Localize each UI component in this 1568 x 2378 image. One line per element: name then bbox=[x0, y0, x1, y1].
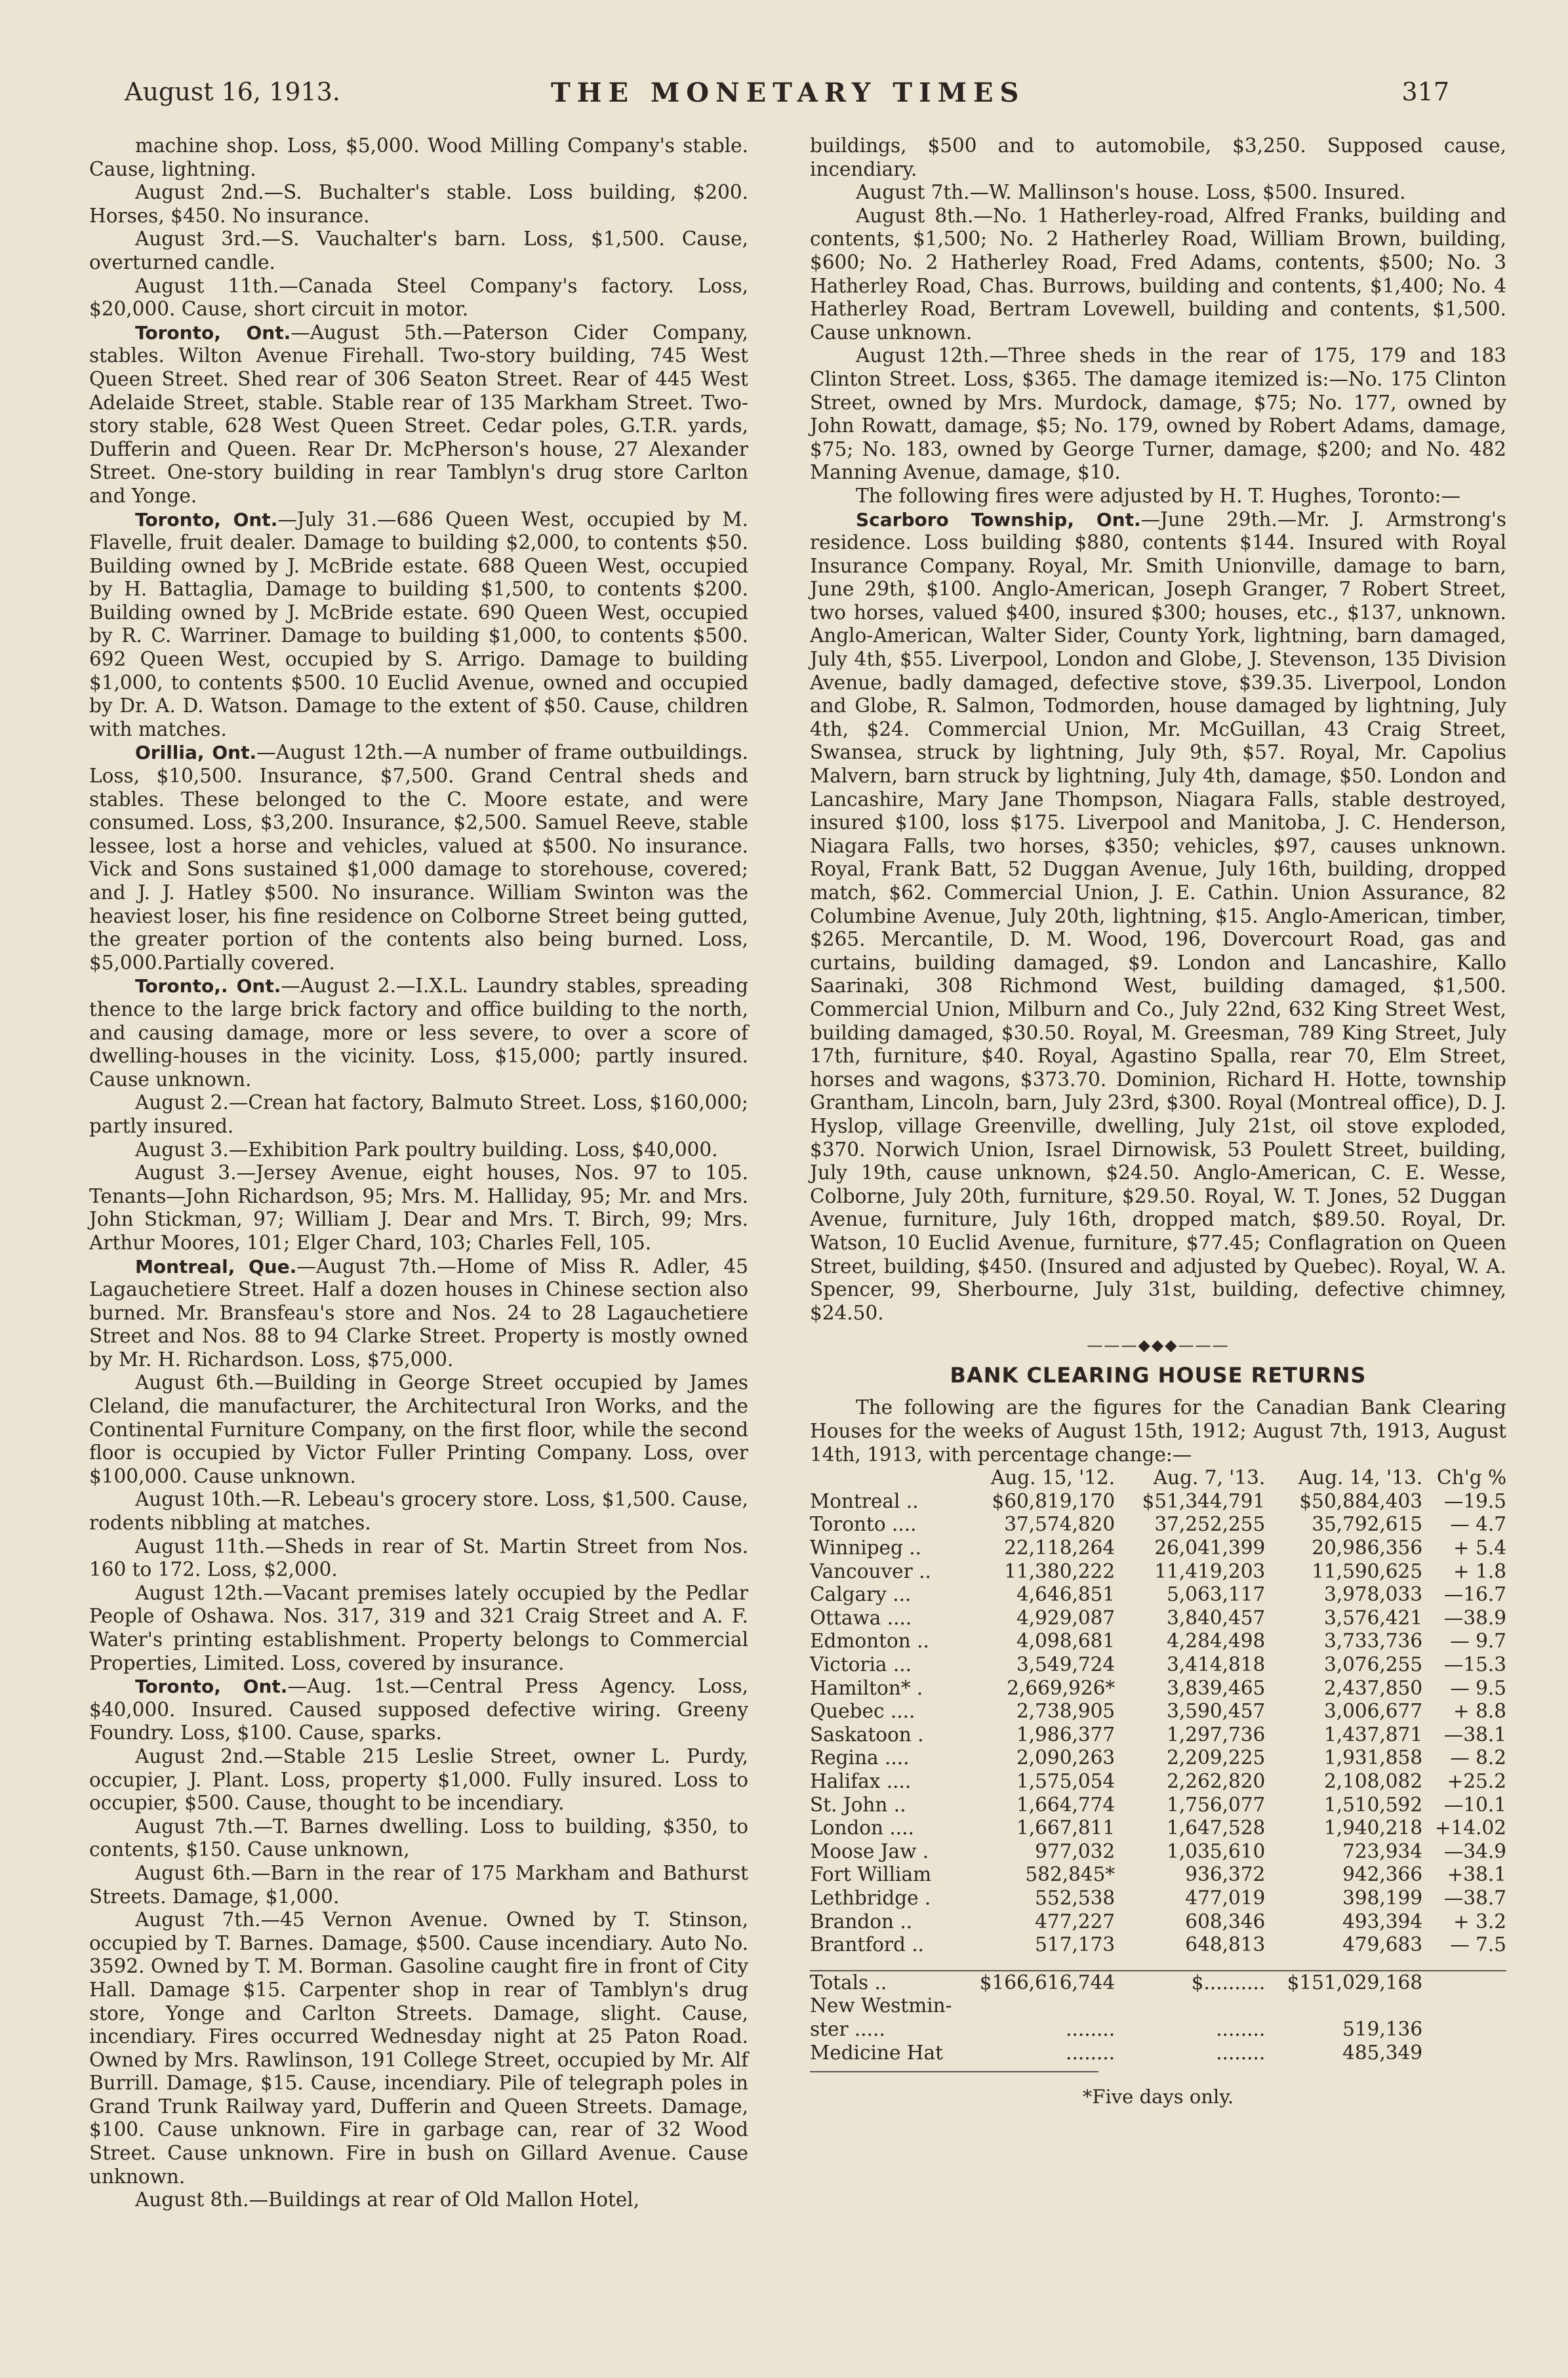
fire-report-paragraph bbox=[89, 1675, 748, 1745]
fire-report-paragraph bbox=[810, 181, 1506, 205]
value-cell: —16.7 bbox=[1443, 1583, 1506, 1606]
fire-report-paragraph bbox=[89, 275, 748, 321]
value-cell: 977,032 bbox=[1035, 1840, 1116, 1863]
city-cell: Victoria ... bbox=[810, 1653, 912, 1676]
value-cell: — 9.5 bbox=[1450, 1676, 1506, 1699]
fire-report-paragraph bbox=[89, 134, 748, 181]
value-cell: 936,372 bbox=[1185, 1863, 1266, 1886]
fire-report-paragraph bbox=[810, 344, 1506, 485]
value-cell: + 8.8 bbox=[1453, 1700, 1506, 1723]
page-header bbox=[125, 77, 1449, 117]
fire-report-paragraph bbox=[810, 485, 1506, 508]
value-cell: 3,006,677 bbox=[1323, 1700, 1423, 1723]
issue-date: August 16, 1913. bbox=[125, 77, 340, 106]
value-cell: 1,510,592 bbox=[1323, 1793, 1423, 1816]
value-cell: 479,683 bbox=[1342, 1933, 1423, 1956]
paragraph-text: August 12th.—Vacant premises lately occupied by the Pedlar People of Oshawa. Nos. 317, 319 and 321 Craig Street and A. F. Water's printing establishment. Property belongs to Commercial Properties, Limited. Loss, covered by insurance. bbox=[89, 1581, 748, 1674]
value-cell: 3,839,465 bbox=[1167, 1676, 1266, 1699]
fire-report-paragraph bbox=[89, 1255, 748, 1372]
value-cell: + 3.2 bbox=[1453, 1910, 1506, 1933]
paragraph-text: August 3.—Jersey Avenue, eight houses, Nos. 97 to 105. Tenants—John Richardson, 95; Mrs. M. Halliday, 95; Mr. and Mrs. John Stickman, 97; William J. Dear and Mrs. T. Birch, 99; Mrs. Arthur Moores, 101; Elger Chard, 103; Charles Fell, 105. bbox=[89, 1161, 748, 1254]
value-cell bbox=[1422, 1971, 1506, 1995]
clearing-table bbox=[810, 1466, 1506, 2065]
paragraph-text: The following fires were adjusted by H. T. Hughes, Toronto:— bbox=[856, 484, 1461, 507]
value-cell: 1,297,736 bbox=[1167, 1723, 1266, 1746]
city-cell: Lethbridge . bbox=[810, 1886, 931, 1909]
fire-report-paragraph bbox=[89, 1488, 748, 1535]
fire-report-paragraph bbox=[810, 134, 1506, 181]
paragraph-text: August 11th.—Sheds in rear of St. Martin Street from Nos. 160 to 172. Loss, $2,000. bbox=[89, 1535, 748, 1581]
city-cell: Calgary ... bbox=[810, 1583, 912, 1606]
value-cell: 4,646,851 bbox=[1016, 1583, 1116, 1606]
place-heading: Toronto, Ont. bbox=[135, 321, 291, 344]
value-cell: 11,380,222 bbox=[1004, 1560, 1116, 1582]
fire-report-paragraph bbox=[89, 1091, 748, 1138]
value-cell: 35,792,615 bbox=[1312, 1513, 1423, 1536]
city-cell: Fort William bbox=[810, 1863, 932, 1886]
value-cell: 5,063,117 bbox=[1167, 1583, 1266, 1606]
footnote-rule bbox=[810, 2071, 1098, 2072]
value-cell bbox=[1422, 1994, 1506, 2018]
city-cell: Winnipeg .. bbox=[810, 1537, 922, 1560]
col-header-city bbox=[810, 1466, 971, 1490]
paragraph-text: August 7th.—45 Vernon Avenue. Owned by T. Stinson, occupied by T. Barnes. Damage, $500. Cause incendiary. Auto No. 3592. Owned by T. M. Borman. Gasoline caught fire in front of City Hall. Damage $15. Carpenter shop in rear of Tamblyn's drug store, Yonge and Carlton Streets. Damage, slight. Cause, incendiary. Fires occurred Wednesday night at 25 Paton Road. Owned by Mrs. Rawlinson, 191 College Street, occupied by Mr. Alf Burrill. Damage, $15. Cause, incendiary. Pile of telegraph poles in Grand Trunk Railway yard, Dufferin and Queen Streets. Damage, $100. Cause unknown. Fire in garbage can, rear of 32 Wood Street. Cause unknown. Fire in bush on Gillard Avenue. Cause unknown. bbox=[89, 1908, 748, 2188]
paragraph-text: —July 31.—686 Queen West, occupied by M. Flavelle, fruit dealer. Damage to building $2,000, to contents $50. Building owned by J. McBride estate. 688 Queen West, occupied by H. Battaglia, Damage to building $1,500, to contents $200. Building owned by J. McBride estate. 690 Queen West, occupied by R. C. Warriner. Damage to building $1,000, to contents $500. 692 Queen West, occupied by S. Arrigo. Damage to building $1,000, to contents $500. 10 Euclid Avenue, owned and occupied by Dr. A. D. Watson. Damage to the extent of $50. Cause, children with matches. bbox=[89, 508, 748, 740]
paragraph-text: August 3rd.—S. Vauchalter's barn. Loss, $1,500. Cause, overturned candle. bbox=[89, 228, 748, 273]
value-cell: 398,199 bbox=[1342, 1886, 1423, 1909]
value-cell: +25.2 bbox=[1447, 1769, 1506, 1792]
publication-title: THE MONETARY TIMES bbox=[551, 77, 1026, 108]
value-cell: 4,284,498 bbox=[1167, 1630, 1266, 1653]
fire-report-paragraph bbox=[89, 2188, 748, 2212]
value-cell: 1,931,858 bbox=[1323, 1746, 1423, 1769]
clearing-row bbox=[810, 1537, 1506, 1560]
fire-report-paragraph bbox=[89, 1535, 748, 1582]
value-cell: 493,394 bbox=[1342, 1910, 1423, 1933]
fire-report-paragraph bbox=[89, 1161, 748, 1255]
fire-report-paragraph bbox=[89, 1815, 748, 1862]
city-cell: Quebec .... bbox=[810, 1700, 915, 1723]
clearing-row bbox=[810, 1490, 1506, 1514]
value-cell: 2,669,926* bbox=[1007, 1676, 1116, 1699]
fire-report-paragraph bbox=[89, 1862, 748, 1908]
value-cell: — 7.5 bbox=[1450, 1933, 1506, 1956]
value-cell: — 4.7 bbox=[1450, 1513, 1506, 1536]
value-cell bbox=[1422, 2042, 1506, 2065]
value-cell: 1,667,811 bbox=[1016, 1817, 1116, 1840]
value-cell: $51,344,791 bbox=[1142, 1489, 1266, 1512]
clearing-intro: The following are the figures for the Canadian Bank Clearing Houses for the weeks of August 15th, 1912; August 7th, 1913, August 14th, 1913, with percentage change:— bbox=[810, 1396, 1506, 1466]
clearing-row bbox=[810, 1700, 1506, 1723]
value-cell: 1,986,377 bbox=[1016, 1723, 1116, 1746]
place-heading: Montreal, Que. bbox=[135, 1255, 297, 1278]
clearing-heading: BANK CLEARING HOUSE RETURNS bbox=[950, 1362, 1367, 1388]
city-cell: Saskatoon . bbox=[810, 1723, 924, 1746]
clearing-row bbox=[810, 1887, 1506, 1910]
city-cell: Edmonton .. bbox=[810, 1630, 929, 1653]
value-cell: 477,019 bbox=[1185, 1886, 1266, 1909]
value-cell: 608,346 bbox=[1185, 1910, 1266, 1933]
value-cell: 517,173 bbox=[1035, 1933, 1116, 1956]
clearing-row bbox=[810, 1817, 1506, 1840]
fire-report-paragraph bbox=[89, 508, 748, 742]
value-cell: + 5.4 bbox=[1453, 1537, 1506, 1560]
page-number: 317 bbox=[1401, 77, 1449, 106]
value-cell: 20,986,356 bbox=[1312, 1537, 1423, 1560]
clearing-header-row bbox=[810, 1466, 1506, 1490]
paragraph-text: August 7th.—T. Barnes dwelling. Loss to building, $350, to contents, $150. Cause unknown, bbox=[89, 1815, 748, 1861]
paragraph-text: —June 29th.—Mr. J. Armstrong's residence. Loss building $880, contents $144. Insured with Royal Insurance Company. Royal, Mr. Smith Unionville, damage to barn, June 29th, $100. Anglo-American, Joseph Granger, 7 Robert Street, two horses, valued $400, insured $300; houses, etc., $137, unknown. Anglo-American, Walter Sider, County York, lightning, barn damaged, July 4th, $55. Liverpool, London and Globe, J. Stevenson, 135 Division Avenue, badly damaged, defective stove, $39.35. Liverpool, London and Globe, R. Salmon, Todmorden, house damaged by lightning, July 4th, $24. Commercial Union, Mr. McGuillan, 43 Craig Street, Swansea, struck by lightning, July 9th, $57. Royal, Mr. Capolius Malvern, barn struck by lightning, July 4th, damage, $50. London and Lancashire, Mary Jane Thompson, Niagara Falls, stable destroyed, insured $100, loss $175. Liverpool and Manitoba, J. C. Henderson, Niagara Falls, two horses, $350; vehicles, $97, causes unknown. Royal, Frank Batt, 52 Duggan Avenue, July 16th, building, dropped match, $62. Commercial Union, J. E. Cathin. Union Assurance, 82 Columbine Avenue, July 20th, lightning, $15. Anglo-American, timber, $265. Mercantile, D. M. Wood, 196, Dovercourt Road, gas and curtains, building damaged, $9. London and Lancashire, Kallo Saarinaki, 308 Richmond West, building damaged, $1,500. Commercial Union, Milburn and Co., July 22nd, 632 King Street West, building damaged, $30.50. Royal, M. Greesman, 789 King Street, July 17th, furniture, $40. Royal, Agastino Spalla, rear 70, Elm Street, horses and wagons, $373.70. Dominion, Richard H. Hotte, township Grantham, Lincoln, barn, July 23rd, $300. Royal (Montreal office), D. J. Hyslop, village Greenville, dwelling, July 21st, oil stove exploded, $370. Norwich Union, Israel Dirnowisk, 53 Poulett Street, building, July 19th, cause unknown, $24.50. Anglo-American, C. E. Wesse, Colborne, July 20th, furniture, $29.50. Royal, W. T. Jones, 52 Duggan Avenue, furniture, July 16th, dropped match, $89.50. Royal, Dr. Watson, 10 Euclid Avenue, furniture, $77.45; Conflagration on Queen Street, building, $450. (Insured and adjusted by Quebec). Royal, W. A. Spencer, 99, Sherbourne, July 31st, building, defective chimney, $24.50. bbox=[810, 508, 1506, 1324]
left-column bbox=[89, 134, 748, 2212]
fire-report-paragraph bbox=[89, 1139, 748, 1162]
paragraph-text: —Aug. 1st.—Central Press Agency. Loss, $40,000. Insured. Caused supposed defective wiring. Greeny Foundry. Loss, $100. Cause, sparks. bbox=[89, 1675, 748, 1744]
clearing-row bbox=[810, 1630, 1506, 1653]
city-cell: Halifax .... bbox=[810, 1769, 912, 1792]
fire-report-paragraph bbox=[89, 741, 748, 975]
paragraph-text: buildings, $500 and to automobile, $3,250. Supposed cause, incendiary. bbox=[810, 134, 1506, 180]
city-cell: London .... bbox=[810, 1817, 914, 1840]
value-cell: 2,209,225 bbox=[1167, 1746, 1266, 1769]
value-cell: 4,929,087 bbox=[1016, 1606, 1116, 1629]
place-heading: Toronto, Ont. bbox=[135, 508, 278, 531]
clearing-row bbox=[810, 1933, 1506, 1957]
city-cell: Medicine Hat bbox=[810, 2041, 943, 2064]
clearing-row bbox=[810, 1653, 1506, 1677]
value-cell: 11,419,203 bbox=[1154, 1560, 1266, 1582]
value-cell: $166,616,744 bbox=[971, 1971, 1115, 1995]
value-cell bbox=[971, 1994, 1115, 2018]
value-cell: $.......... bbox=[1115, 1971, 1265, 1995]
place-heading: Orillia, Ont. bbox=[135, 742, 257, 764]
paragraph-text: August 6th.—Building in George Street occupied by James Cleland, die manufacturer, the Architectural Iron Works, and the Continental Furniture Company, on the first floor, while the second floor is occupied by Victor Fuller Printing Company. Loss, over $100,000. Cause unknown. bbox=[89, 1371, 748, 1487]
value-cell: 3,576,421 bbox=[1323, 1606, 1423, 1629]
value-cell: 37,252,255 bbox=[1154, 1513, 1266, 1536]
paragraph-text: August 2nd.—Stable 215 Leslie Street, owner L. Purdy, occupier, J. Plant. Loss, property $1,000. Fully insured. Loss to occupier, $500. Cause, thought to be incendiary. bbox=[89, 1744, 748, 1815]
value-cell: 1,575,054 bbox=[1016, 1769, 1116, 1792]
paragraph-text: August 10th.—R. Lebeau's grocery store. Loss, $1,500. Cause, rodents nibbling at matches. bbox=[89, 1488, 748, 1535]
value-cell: —19.5 bbox=[1443, 1489, 1506, 1512]
value-cell: 2,437,850 bbox=[1323, 1676, 1423, 1699]
value-cell: 2,090,263 bbox=[1016, 1746, 1116, 1769]
col-header-change: Ch'g % bbox=[1437, 1466, 1506, 1489]
value-cell: — 9.7 bbox=[1450, 1630, 1506, 1653]
right-column bbox=[810, 134, 1506, 2109]
fire-report-paragraph bbox=[89, 321, 748, 508]
footnote: *Five days only. bbox=[1082, 2086, 1234, 2108]
paragraph-text: —August 5th.—Paterson Cider Company, stables. Wilton Avenue Firehall. Two-story building, 745 West Queen Street. Shed rear of 306 Seaton Street. Rear of 445 West Adelaide Street, stable. Stable rear of 135 Markham Street. Two-story stable, 628 West Queen Street. Cedar poles, G.T.R. yards, Dufferin and Queen. Rear Dr. McPherson's house, 27 Alexander Street. One-story building in rear Tamblyn's drug store Carlton and Yonge. bbox=[89, 321, 748, 507]
paragraph-text: August 2.—Crean hat factory, Balmuto Street. Loss, $160,000; partly insured. bbox=[89, 1091, 748, 1137]
value-cell: 477,227 bbox=[1035, 1910, 1116, 1933]
value-cell: —38.7 bbox=[1443, 1886, 1506, 1909]
city-cell: Totals .. bbox=[810, 1971, 971, 1995]
paragraph-text: August 11th.—Canada Steel Company's factory. Loss, $20,000. Cause, short circuit in motor. bbox=[89, 274, 748, 321]
value-cell: 1,756,077 bbox=[1167, 1793, 1266, 1816]
clearing-row bbox=[810, 1723, 1506, 1747]
fire-report-paragraph bbox=[89, 1745, 748, 1815]
col-header-aug14: Aug. 14, '13. bbox=[1298, 1466, 1423, 1489]
value-cell: 2,738,905 bbox=[1016, 1700, 1116, 1723]
value-cell: 3,549,724 bbox=[1016, 1653, 1116, 1676]
value-cell: 3,733,736 bbox=[1323, 1630, 1423, 1653]
extra-row bbox=[810, 1994, 1506, 2018]
value-cell: 11,590,625 bbox=[1312, 1560, 1423, 1582]
fire-report-paragraph bbox=[89, 1371, 748, 1488]
value-cell: 485,349 bbox=[1342, 2041, 1423, 2064]
paragraph-text: August 2nd.—S. Buchalter's stable. Loss building, $200. Horses, $450. No insurance. bbox=[89, 181, 748, 227]
col-header-aug7: Aug. 7, '13. bbox=[1153, 1466, 1266, 1489]
value-cell: 3,076,255 bbox=[1323, 1653, 1423, 1676]
fire-report-paragraph bbox=[89, 1582, 748, 1675]
place-heading: Toronto,. Ont. bbox=[135, 975, 281, 998]
fire-report-paragraph bbox=[89, 228, 748, 274]
value-cell: —10.1 bbox=[1443, 1793, 1506, 1816]
value-cell: $60,819,170 bbox=[992, 1489, 1116, 1512]
city-cell: Regina .... bbox=[810, 1746, 910, 1769]
value-cell: 22,118,264 bbox=[1004, 1537, 1116, 1560]
col-header-1912: Aug. 15, '12. bbox=[990, 1466, 1116, 1489]
value-cell: 37,574,820 bbox=[1004, 1513, 1116, 1536]
fire-report-paragraph bbox=[810, 205, 1506, 345]
clearing-row bbox=[810, 1583, 1506, 1607]
paragraph-text: August 12th.—Three sheds in the rear of 175, 179 and 183 Clinton Street. Loss, $365. The damage itemized is:—No. 175 Clinton Street, owned by Mrs. Murdock, damage, $75; No. 177, owned by John Rowatt, damage, $5; No. 179, owned by Robert Adams, damage, $75; No. 183, owned by George Turner, damage, $200; and No. 482 Manning Avenue, damage, $10. bbox=[810, 344, 1506, 484]
clearing-row bbox=[810, 1910, 1506, 1934]
value-cell: ........ bbox=[1066, 2017, 1116, 2040]
value-cell: 1,437,871 bbox=[1323, 1723, 1423, 1746]
value-cell: 2,262,820 bbox=[1167, 1769, 1266, 1792]
value-cell: ........ bbox=[1216, 2041, 1266, 2064]
clearing-row bbox=[810, 1560, 1506, 1584]
value-cell: 2,108,082 bbox=[1323, 1769, 1423, 1792]
value-cell: 3,840,457 bbox=[1167, 1606, 1266, 1629]
clearing-row bbox=[810, 1607, 1506, 1630]
clearing-row bbox=[810, 1863, 1506, 1887]
city-cell: Vancouver .. bbox=[810, 1560, 931, 1582]
value-cell: 648,813 bbox=[1185, 1933, 1266, 1956]
paragraph-text: —August 12th.—A number of frame outbuildings. Loss, $10,500. Insurance, $7,500. Grand Central sheds and stables. These belonged to the C. Moore estate, and were consumed. Loss, $3,200. Insurance, $2,500. Samuel Reeve, stable lessee, lost a horse and vehicles, valued at $500. No insurance. Vick and Sons sustained $1,000 damage to storehouse, covered; and J. J. Hatley $500. No insurance. William Swinton was the heaviest loser, his fine residence on Colborne Street being gutted, the greater portion of the contents also being burned. Loss, $5,000.Partially covered. bbox=[89, 741, 748, 974]
value-cell: 723,934 bbox=[1342, 1840, 1423, 1863]
clearing-row bbox=[810, 1746, 1506, 1770]
value-cell: +38.1 bbox=[1447, 1863, 1506, 1886]
city-cell: Toronto .... bbox=[810, 1513, 917, 1536]
paragraph-text: August 6th.—Barn in the rear of 175 Markham and Bathurst Streets. Damage, $1,000. bbox=[89, 1861, 748, 1908]
city-cell: ster ..... bbox=[810, 2017, 885, 2040]
value-cell bbox=[1115, 1994, 1265, 2018]
value-cell: 582,845* bbox=[1025, 1863, 1116, 1886]
value-cell: 1,940,218 bbox=[1323, 1817, 1423, 1840]
city-cell: Ottawa .... bbox=[810, 1606, 912, 1629]
value-cell: 3,414,818 bbox=[1167, 1653, 1266, 1676]
city-cell: New Westmin- bbox=[810, 1994, 952, 2017]
place-heading: Scarboro Township, Ont. bbox=[856, 508, 1141, 531]
clearing-row bbox=[810, 1677, 1506, 1701]
fire-report-paragraph bbox=[89, 975, 748, 1091]
fire-report-paragraph bbox=[89, 181, 748, 228]
value-cell bbox=[1422, 2018, 1506, 2042]
city-cell: Moose Jaw . bbox=[810, 1840, 929, 1863]
clearing-row bbox=[810, 1794, 1506, 1817]
value-cell: 3,978,033 bbox=[1323, 1583, 1423, 1606]
value-cell: ........ bbox=[1216, 2017, 1266, 2040]
paragraph-text: August 8th.—Buildings at rear of Old Mallon Hotel, bbox=[135, 2188, 640, 2211]
city-cell: Hamilton* . bbox=[810, 1676, 923, 1699]
value-cell: 1,035,610 bbox=[1167, 1840, 1266, 1863]
value-cell: —38.1 bbox=[1443, 1723, 1506, 1746]
city-cell: Brantford .. bbox=[810, 1933, 925, 1956]
place-heading: Toronto, Ont. bbox=[135, 1676, 288, 1698]
paragraph-text: August 7th.—W. Mallinson's house. Loss, $500. Insured. bbox=[856, 181, 1406, 204]
paragraph-text: August 8th.—No. 1 Hatherley-road, Alfred Franks, building and contents, $1,500; No. 2 Hatherley Road, William Brown, building, $600; No. 2 Hatherley Road, Fred Adams, contents, $500; No. 3 Hatherley Road, Chas. Burrows, building and contents, $1,400; No. 4 Hatherley Road, Bertram Lovewell, building and contents, $1,500. Cause unknown. bbox=[810, 204, 1506, 344]
clearing-row bbox=[810, 1840, 1506, 1864]
value-cell: $50,884,403 bbox=[1299, 1489, 1423, 1512]
value-cell: 3,590,457 bbox=[1167, 1700, 1266, 1723]
clearing-row bbox=[810, 1513, 1506, 1537]
value-cell: 942,366 bbox=[1342, 1863, 1423, 1886]
value-cell: 1,647,528 bbox=[1167, 1817, 1266, 1840]
value-cell: 552,538 bbox=[1035, 1886, 1116, 1909]
spacer-row bbox=[810, 1957, 1506, 1971]
value-cell: 4,098,681 bbox=[1016, 1630, 1116, 1653]
clearing-row bbox=[810, 1770, 1506, 1794]
value-cell: 26,041,399 bbox=[1154, 1537, 1266, 1560]
city-cell: Montreal .. bbox=[810, 1489, 919, 1512]
value-cell: —38.9 bbox=[1443, 1606, 1506, 1629]
value-cell: —15.3 bbox=[1443, 1653, 1506, 1676]
paragraph-text: —August 7th.—Home of Miss R. Adler, 45 Lagauchetiere Street. Half a dozen houses in Chinese section also burned. Mr. Bransfeau's store and Nos. 24 to 28 Lagauchetiere Street and Nos. 88 to 94 Clarke Street. Property is mostly owned by Mr. H. Richardson. Loss, $75,000. bbox=[89, 1255, 748, 1371]
totals-row bbox=[810, 1971, 1506, 1995]
city-cell: Brandon .. bbox=[810, 1910, 913, 1933]
paragraph-text: machine shop. Loss, $5,000. Wood Milling Company's stable. Cause, lightning. bbox=[89, 134, 748, 180]
fire-report-paragraph bbox=[89, 1908, 748, 2188]
fire-report-paragraph bbox=[810, 508, 1506, 1325]
value-cell: 519,136 bbox=[1342, 2017, 1423, 2040]
value-cell: — 8.2 bbox=[1450, 1746, 1506, 1769]
paragraph-text: August 3.—Exhibition Park poultry building. Loss, $40,000. bbox=[135, 1138, 718, 1161]
extra-row bbox=[810, 2042, 1506, 2065]
fire-report-continued bbox=[810, 134, 1506, 1325]
value-cell bbox=[1265, 1994, 1422, 2018]
value-cell: ........ bbox=[1066, 2041, 1116, 2064]
extra-row bbox=[810, 2018, 1506, 2042]
ornamental-divider: ———◆◆◆——— bbox=[1087, 1336, 1230, 1355]
value-cell: 1,664,774 bbox=[1016, 1793, 1116, 1816]
value-cell: +14.02 bbox=[1434, 1817, 1506, 1840]
city-cell: St. John .. bbox=[810, 1793, 906, 1816]
value-cell: + 1.8 bbox=[1453, 1560, 1506, 1582]
paragraph-text: —August 2.—I.X.L. Laundry stables, spreading thence to the large brick factory and office building to the north, and causing damage, more or less severe, to over a score of dwelling-houses in the vicinity. Loss, $15,000; partly insured. Cause unknown. bbox=[89, 975, 748, 1091]
value-cell: —34.9 bbox=[1443, 1840, 1506, 1863]
value-cell: $151,029,168 bbox=[1265, 1971, 1422, 1995]
